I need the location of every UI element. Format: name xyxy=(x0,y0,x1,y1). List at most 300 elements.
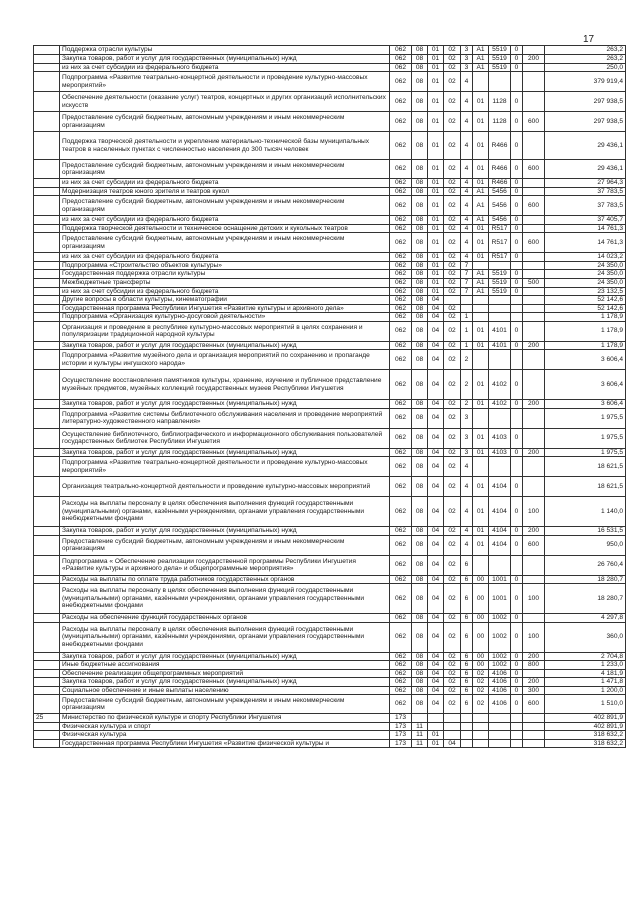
code-cell-2: 08 xyxy=(412,350,428,370)
table-row xyxy=(34,92,626,112)
code-cell-4: 02 xyxy=(444,584,461,614)
code-cell-4: 02 xyxy=(444,695,461,714)
code-cell-4: 02 xyxy=(444,408,461,428)
item-name-cell: Предоставление субсидий бюджетным, автономным учреждениям и иным некоммерческим организациям xyxy=(60,160,390,179)
table-row xyxy=(34,261,626,270)
code-cell-7 xyxy=(489,731,511,740)
code-cell-7 xyxy=(489,408,511,428)
code-cell-5: 6 xyxy=(461,669,473,678)
code-cell-8 xyxy=(511,714,523,723)
table-row xyxy=(34,253,626,262)
code-cell-3: 04 xyxy=(428,477,444,497)
code-cell-1: 173 xyxy=(390,714,412,723)
table-body xyxy=(34,46,626,748)
code-cell-9: 200 xyxy=(523,400,545,409)
code-cell-1: 062 xyxy=(390,296,412,305)
code-cell-3: 01 xyxy=(428,261,444,270)
row-number-cell xyxy=(34,224,60,233)
code-cell-7: 4102 xyxy=(489,370,511,400)
code-cell-2: 08 xyxy=(412,296,428,305)
code-cell-8: 0 xyxy=(511,477,523,497)
code-cell-8: 0 xyxy=(511,321,523,341)
amount-cell: 1 975,5 xyxy=(545,408,626,428)
item-name-cell: Государственная программа Республики Ингушетия «Развитие физической культуры и xyxy=(60,739,390,748)
code-cell-4 xyxy=(444,731,461,740)
item-name-cell: Предоставление субсидий бюджетным, автономным учреждениям и иным некоммерческим организациям xyxy=(60,196,390,216)
code-cell-9: 100 xyxy=(523,497,545,527)
code-cell-9: 600 xyxy=(523,160,545,179)
row-number-cell xyxy=(34,278,60,287)
code-cell-1: 062 xyxy=(390,400,412,409)
code-cell-2: 08 xyxy=(412,584,428,614)
code-cell-2: 08 xyxy=(412,669,428,678)
code-cell-9 xyxy=(523,224,545,233)
amount-cell: 23 132,5 xyxy=(545,287,626,296)
row-number-cell xyxy=(34,270,60,279)
item-name-cell: Подпрограмма «Строительство объектов культуры» xyxy=(60,261,390,270)
code-cell-4: 02 xyxy=(444,400,461,409)
item-name-cell: Иные бюджетные ассигнования xyxy=(60,661,390,670)
item-name-cell: Поддержка отрасли культуры xyxy=(60,46,390,55)
row-number-cell xyxy=(34,92,60,112)
amount-cell: 318 632,2 xyxy=(545,731,626,740)
code-cell-3: 04 xyxy=(428,661,444,670)
code-cell-7: R466 xyxy=(489,132,511,160)
code-cell-8: 0 xyxy=(511,428,523,448)
code-cell-6: 01 xyxy=(473,497,489,527)
code-cell-3: 04 xyxy=(428,448,444,457)
code-cell-7: 4101 xyxy=(489,341,511,350)
code-cell-6: 02 xyxy=(473,686,489,695)
code-cell-2: 08 xyxy=(412,287,428,296)
code-cell-3: 01 xyxy=(428,233,444,253)
code-cell-8: 0 xyxy=(511,370,523,400)
item-name-cell: Обеспечение деятельности (оказание услуг) театров, концертных и других организаций исполнительских искусств xyxy=(60,92,390,112)
code-cell-3: 01 xyxy=(428,132,444,160)
code-cell-5: 4 xyxy=(461,179,473,188)
page-number: 17 xyxy=(583,34,595,45)
code-cell-9: 600 xyxy=(523,233,545,253)
code-cell-8 xyxy=(511,313,523,322)
budget-table xyxy=(33,45,626,748)
code-cell-9 xyxy=(523,63,545,72)
code-cell-7: 5519 xyxy=(489,287,511,296)
code-cell-8: 0 xyxy=(511,46,523,55)
code-cell-4: 02 xyxy=(444,54,461,63)
code-cell-8: 0 xyxy=(511,686,523,695)
item-name-cell: из них за счет субсидии из федерального бюджета xyxy=(60,63,390,72)
code-cell-5: 4 xyxy=(461,72,473,92)
code-cell-9 xyxy=(523,321,545,341)
code-cell-8: 0 xyxy=(511,695,523,714)
amount-cell: 18 280,7 xyxy=(545,575,626,584)
code-cell-6: 01 xyxy=(473,112,489,132)
code-cell-2: 08 xyxy=(412,270,428,279)
code-cell-4: 02 xyxy=(444,160,461,179)
code-cell-5: 7 xyxy=(461,270,473,279)
code-cell-6: 00 xyxy=(473,661,489,670)
code-cell-5: 7 xyxy=(461,261,473,270)
amount-cell: 297 938,5 xyxy=(545,92,626,112)
code-cell-5: 6 xyxy=(461,555,473,575)
table-row xyxy=(34,678,626,687)
code-cell-8: 0 xyxy=(511,622,523,652)
code-cell-1: 062 xyxy=(390,477,412,497)
code-cell-7: 4106 xyxy=(489,669,511,678)
code-cell-1: 173 xyxy=(390,739,412,748)
code-cell-6: 00 xyxy=(473,575,489,584)
code-cell-9 xyxy=(523,722,545,731)
row-number-cell xyxy=(34,477,60,497)
code-cell-5: 3 xyxy=(461,63,473,72)
table-row xyxy=(34,287,626,296)
item-name-cell: Расходы на выплаты персоналу в целях обеспечения выполнения функций государственными (муниципальными) органами, казёнными учреждениями, органами управления государственными внебюджетными фондами xyxy=(60,584,390,614)
amount-cell: 1 200,0 xyxy=(545,686,626,695)
code-cell-1: 062 xyxy=(390,233,412,253)
code-cell-2: 08 xyxy=(412,575,428,584)
amount-cell: 3 606,4 xyxy=(545,400,626,409)
amount-cell: 1 510,0 xyxy=(545,695,626,714)
table-row xyxy=(34,63,626,72)
code-cell-9: 200 xyxy=(523,652,545,661)
code-cell-5: 2 xyxy=(461,400,473,409)
code-cell-5: 1 xyxy=(461,341,473,350)
code-cell-1: 062 xyxy=(390,457,412,477)
code-cell-3: 04 xyxy=(428,408,444,428)
code-cell-1: 062 xyxy=(390,72,412,92)
table-row xyxy=(34,622,626,652)
code-cell-7: 1001 xyxy=(489,584,511,614)
code-cell-5 xyxy=(461,304,473,313)
table-row xyxy=(34,196,626,216)
item-name-cell: Закупка товаров, работ и услуг для государственных (муниципальных) нужд xyxy=(60,341,390,350)
row-number-cell xyxy=(34,497,60,527)
code-cell-2: 08 xyxy=(412,233,428,253)
code-cell-8: 0 xyxy=(511,678,523,687)
code-cell-5 xyxy=(461,739,473,748)
code-cell-7: 4106 xyxy=(489,686,511,695)
code-cell-9: 600 xyxy=(523,196,545,216)
code-cell-3: 04 xyxy=(428,321,444,341)
code-cell-6: 02 xyxy=(473,678,489,687)
amount-cell: 1 975,5 xyxy=(545,428,626,448)
row-number-cell xyxy=(34,287,60,296)
code-cell-6: 00 xyxy=(473,622,489,652)
code-cell-1: 062 xyxy=(390,497,412,527)
code-cell-6 xyxy=(473,72,489,92)
code-cell-7: 5519 xyxy=(489,270,511,279)
code-cell-7: 4106 xyxy=(489,695,511,714)
code-cell-1: 062 xyxy=(390,341,412,350)
row-number-cell xyxy=(34,527,60,536)
code-cell-5: 1 xyxy=(461,321,473,341)
code-cell-7: 4104 xyxy=(489,535,511,555)
table-row xyxy=(34,555,626,575)
code-cell-1: 062 xyxy=(390,160,412,179)
code-cell-4: 02 xyxy=(444,527,461,536)
code-cell-6 xyxy=(473,313,489,322)
code-cell-8 xyxy=(511,722,523,731)
code-cell-9: 200 xyxy=(523,448,545,457)
item-name-cell: Расходы на выплаты по оплате труда работников государственных органов xyxy=(60,575,390,584)
code-cell-1: 062 xyxy=(390,46,412,55)
code-cell-5: 2 xyxy=(461,350,473,370)
code-cell-3: 01 xyxy=(428,112,444,132)
row-number-cell xyxy=(34,622,60,652)
code-cell-3: 01 xyxy=(428,216,444,225)
row-number-cell: 25 xyxy=(34,714,60,723)
code-cell-2: 08 xyxy=(412,457,428,477)
code-cell-3: 01 xyxy=(428,54,444,63)
code-cell-6 xyxy=(473,296,489,305)
amount-cell: 1 178,9 xyxy=(545,321,626,341)
code-cell-4: 02 xyxy=(444,112,461,132)
amount-cell: 263,2 xyxy=(545,46,626,55)
amount-cell: 402 891,9 xyxy=(545,714,626,723)
code-cell-7 xyxy=(489,313,511,322)
code-cell-4: 02 xyxy=(444,652,461,661)
code-cell-7: 1002 xyxy=(489,652,511,661)
code-cell-1: 062 xyxy=(390,278,412,287)
code-cell-8: 0 xyxy=(511,400,523,409)
code-cell-4: 02 xyxy=(444,253,461,262)
code-cell-8: 0 xyxy=(511,224,523,233)
amount-cell: 24 350,0 xyxy=(545,270,626,279)
code-cell-6: A1 xyxy=(473,196,489,216)
table-row xyxy=(34,278,626,287)
code-cell-5: 4 xyxy=(461,233,473,253)
row-number-cell xyxy=(34,233,60,253)
code-cell-7: 5456 xyxy=(489,216,511,225)
amount-cell: 18 280,7 xyxy=(545,584,626,614)
code-cell-3: 04 xyxy=(428,669,444,678)
code-cell-1: 062 xyxy=(390,253,412,262)
row-number-cell xyxy=(34,54,60,63)
code-cell-6: A1 xyxy=(473,278,489,287)
code-cell-5: 4 xyxy=(461,160,473,179)
code-cell-9 xyxy=(523,739,545,748)
code-cell-7: 4104 xyxy=(489,497,511,527)
code-cell-9: 500 xyxy=(523,278,545,287)
table-row xyxy=(34,457,626,477)
code-cell-2: 08 xyxy=(412,261,428,270)
code-cell-4: 02 xyxy=(444,304,461,313)
code-cell-5: 4 xyxy=(461,92,473,112)
code-cell-8: 0 xyxy=(511,278,523,287)
code-cell-7 xyxy=(489,72,511,92)
code-cell-2: 08 xyxy=(412,63,428,72)
code-cell-2: 08 xyxy=(412,54,428,63)
code-cell-4: 02 xyxy=(444,92,461,112)
amount-cell: 4 181,9 xyxy=(545,669,626,678)
code-cell-9 xyxy=(523,287,545,296)
code-cell-8 xyxy=(511,457,523,477)
code-cell-4: 02 xyxy=(444,448,461,457)
code-cell-4: 02 xyxy=(444,614,461,623)
code-cell-7: 1002 xyxy=(489,661,511,670)
item-name-cell: из них за счет субсидии из федерального бюджета xyxy=(60,287,390,296)
code-cell-9: 100 xyxy=(523,584,545,614)
code-cell-5: 3 xyxy=(461,428,473,448)
code-cell-7: 1002 xyxy=(489,622,511,652)
code-cell-4: 02 xyxy=(444,321,461,341)
code-cell-7: 4103 xyxy=(489,428,511,448)
row-number-cell xyxy=(34,614,60,623)
code-cell-4: 02 xyxy=(444,622,461,652)
amount-cell: 2 704,8 xyxy=(545,652,626,661)
code-cell-9 xyxy=(523,216,545,225)
table-row xyxy=(34,370,626,400)
amount-cell: 250,0 xyxy=(545,63,626,72)
table-row xyxy=(34,46,626,55)
code-cell-5: 2 xyxy=(461,370,473,400)
code-cell-9 xyxy=(523,179,545,188)
row-number-cell xyxy=(34,408,60,428)
code-cell-3: 04 xyxy=(428,296,444,305)
table-row xyxy=(34,408,626,428)
item-name-cell: Закупка товаров, работ и услуг для государственных (муниципальных) нужд xyxy=(60,678,390,687)
row-number-cell xyxy=(34,428,60,448)
item-name-cell: Осуществление восстановления памятников культуры, хранение, изучение и публичное представление музейных предметов, музейных коллекций государственных музеев Республики Ингушетия xyxy=(60,370,390,400)
code-cell-6: A1 xyxy=(473,216,489,225)
code-cell-7: 4106 xyxy=(489,678,511,687)
code-cell-3: 04 xyxy=(428,678,444,687)
code-cell-6: A1 xyxy=(473,187,489,196)
item-name-cell: из них за счет субсидии из федерального бюджета xyxy=(60,253,390,262)
code-cell-7: 4104 xyxy=(489,527,511,536)
code-cell-6 xyxy=(473,555,489,575)
code-cell-8: 0 xyxy=(511,112,523,132)
code-cell-8: 0 xyxy=(511,196,523,216)
row-number-cell xyxy=(34,112,60,132)
code-cell-4: 02 xyxy=(444,196,461,216)
code-cell-8: 0 xyxy=(511,669,523,678)
code-cell-8: 0 xyxy=(511,187,523,196)
code-cell-4: 02 xyxy=(444,341,461,350)
code-cell-1: 062 xyxy=(390,448,412,457)
code-cell-9 xyxy=(523,477,545,497)
amount-cell: 950,0 xyxy=(545,535,626,555)
code-cell-7: 1128 xyxy=(489,92,511,112)
code-cell-3: 04 xyxy=(428,555,444,575)
amount-cell: 16 531,5 xyxy=(545,527,626,536)
code-cell-1: 062 xyxy=(390,321,412,341)
code-cell-9 xyxy=(523,457,545,477)
amount-cell: 1 140,0 xyxy=(545,497,626,527)
code-cell-2: 08 xyxy=(412,304,428,313)
item-name-cell: Государственная программа Республики Ингушетия «Развитие культуры и архивного дела» xyxy=(60,304,390,313)
code-cell-8: 0 xyxy=(511,584,523,614)
code-cell-5: 3 xyxy=(461,46,473,55)
code-cell-2: 08 xyxy=(412,686,428,695)
code-cell-8: 0 xyxy=(511,575,523,584)
amount-cell: 318 632,2 xyxy=(545,739,626,748)
code-cell-5: 6 xyxy=(461,695,473,714)
code-cell-8: 0 xyxy=(511,160,523,179)
code-cell-1: 062 xyxy=(390,92,412,112)
code-cell-1: 062 xyxy=(390,678,412,687)
amount-cell: 18 621,5 xyxy=(545,457,626,477)
item-name-cell: Государственная поддержка отрасли культуры xyxy=(60,270,390,279)
code-cell-5: 4 xyxy=(461,253,473,262)
row-number-cell xyxy=(34,686,60,695)
code-cell-2: 08 xyxy=(412,370,428,400)
code-cell-2: 08 xyxy=(412,661,428,670)
item-name-cell: Подпрограмма «Развитие системы библиотечного обслуживания населения и проведение мероприятий литературно-художественного направления» xyxy=(60,408,390,428)
item-name-cell: Другие вопросы в области культуры, кинематографии xyxy=(60,296,390,305)
code-cell-3: 04 xyxy=(428,614,444,623)
code-cell-2: 08 xyxy=(412,196,428,216)
code-cell-1: 062 xyxy=(390,196,412,216)
code-cell-9: 200 xyxy=(523,527,545,536)
amount-cell: 379 919,4 xyxy=(545,72,626,92)
code-cell-6: 01 xyxy=(473,160,489,179)
code-cell-4: 02 xyxy=(444,72,461,92)
code-cell-6: 01 xyxy=(473,179,489,188)
code-cell-3: 04 xyxy=(428,400,444,409)
code-cell-5: 6 xyxy=(461,686,473,695)
code-cell-9 xyxy=(523,304,545,313)
row-number-cell xyxy=(34,678,60,687)
code-cell-2: 08 xyxy=(412,477,428,497)
code-cell-3: 04 xyxy=(428,313,444,322)
code-cell-9 xyxy=(523,261,545,270)
code-cell-9 xyxy=(523,350,545,370)
table-row xyxy=(34,661,626,670)
row-number-cell xyxy=(34,132,60,160)
code-cell-7 xyxy=(489,714,511,723)
table-row xyxy=(34,179,626,188)
item-name-cell: из них за счет субсидии из федерального бюджета xyxy=(60,216,390,225)
row-number-cell xyxy=(34,669,60,678)
code-cell-6: A1 xyxy=(473,287,489,296)
code-cell-5: 1 xyxy=(461,313,473,322)
code-cell-7: R466 xyxy=(489,160,511,179)
row-number-cell xyxy=(34,722,60,731)
code-cell-3: 01 xyxy=(428,278,444,287)
code-cell-9 xyxy=(523,132,545,160)
row-number-cell xyxy=(34,575,60,584)
code-cell-6 xyxy=(473,261,489,270)
code-cell-9 xyxy=(523,72,545,92)
code-cell-8 xyxy=(511,739,523,748)
code-cell-6: 00 xyxy=(473,652,489,661)
code-cell-3 xyxy=(428,722,444,731)
code-cell-9 xyxy=(523,575,545,584)
code-cell-8 xyxy=(511,731,523,740)
code-cell-9: 600 xyxy=(523,695,545,714)
amount-cell: 360,0 xyxy=(545,622,626,652)
row-number-cell xyxy=(34,46,60,55)
code-cell-4: 02 xyxy=(444,428,461,448)
code-cell-4: 02 xyxy=(444,661,461,670)
code-cell-5: 3 xyxy=(461,54,473,63)
row-number-cell xyxy=(34,321,60,341)
code-cell-8 xyxy=(511,555,523,575)
code-cell-5: 4 xyxy=(461,187,473,196)
table-row xyxy=(34,187,626,196)
code-cell-1: 062 xyxy=(390,370,412,400)
code-cell-2 xyxy=(412,714,428,723)
row-number-cell xyxy=(34,341,60,350)
code-cell-5 xyxy=(461,722,473,731)
code-cell-4: 02 xyxy=(444,46,461,55)
code-cell-6 xyxy=(473,304,489,313)
code-cell-5: 6 xyxy=(461,622,473,652)
row-number-cell xyxy=(34,400,60,409)
code-cell-5: 6 xyxy=(461,652,473,661)
code-cell-5: 4 xyxy=(461,477,473,497)
